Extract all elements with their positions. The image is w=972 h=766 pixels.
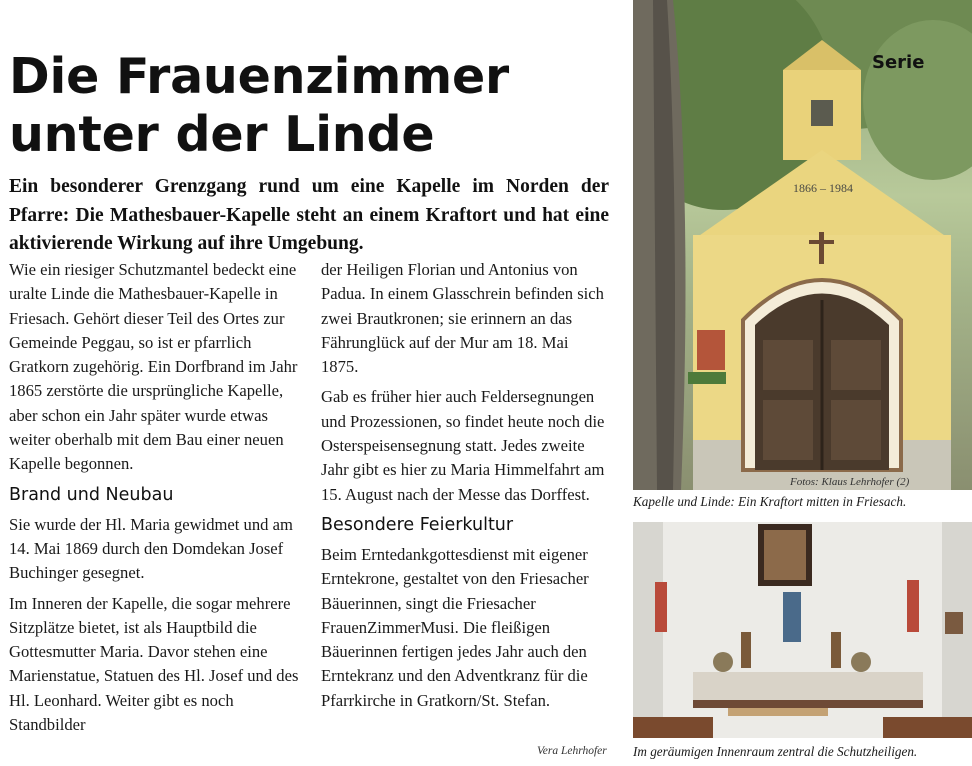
paragraph: der Heiligen Florian und Antonius von Padua. In einem Glasschrein befinden sich zwei Brautkronen; sie erinnern an das Fährunglück auf der Mur am 18. Mai 1875. bbox=[321, 260, 604, 377]
interior-photo bbox=[633, 522, 972, 738]
series-label: Serie bbox=[872, 52, 925, 73]
chapel-illustration bbox=[633, 0, 972, 490]
interior-illustration bbox=[633, 522, 972, 738]
paragraph: Sie wurde der Hl. Maria gewidmet und am 14. Mai 1869 durch den Domdekan Josef Buchinger gesegnet. bbox=[9, 514, 293, 583]
title-line-2: unter der Linde bbox=[9, 106, 435, 163]
text-column-1 bbox=[9, 258, 299, 743]
chapel-photo bbox=[633, 0, 972, 490]
author-byline: Vera Lehrhofer bbox=[537, 745, 607, 757]
photo-credit: Fotos: Klaus Lehrhofer (2) bbox=[790, 476, 910, 488]
article-title bbox=[9, 48, 629, 164]
photo-caption-1: Kapelle und Linde: Ein Kraftort mitten in Friesach. bbox=[633, 494, 907, 509]
subheading-besondere-feierkultur: Besondere Feierkultur bbox=[321, 514, 514, 535]
paragraph: Gab es früher hier auch Feldersegnungen und Prozessionen, so findet heute noch die Osterspeisensegnung statt. Jedes zweite Jahr gibt es hier zu Maria Himmelfahrt am 15. August nach der Messe das Dorffest. bbox=[321, 387, 605, 504]
title-line-1: Die Frauenzimmer bbox=[9, 48, 509, 105]
paragraph: Wie ein riesiger Schutzmantel bedeckt eine uralte Linde die Mathesbauer-Kapelle in Friesach. Gehört dieser Teil des Ortes zur Gemeinde Peggau, so ist er pfarrlich Gratkorn zugehörig. Ein Dorfbrand im Jahr 1865 zerstörte die ursprüngliche Kapelle, aber schon ein Jahr später wurde etwas weiter oberhalb mit dem Bau einer neuen Kapelle begonnen. bbox=[9, 260, 298, 474]
chapel-date-text: 1866 – 1984 bbox=[793, 181, 853, 195]
article-lead: Ein besonderer Grenzgang rund um eine Kapelle im Norden der Pfarre: Die Mathesbauer-Kapelle steht an einem Kraftort und hat eine aktivierende Wirkung auf ihre Umgebung. bbox=[9, 176, 609, 254]
paragraph: Im Inneren der Kapelle, die sogar mehrere Sitzplätze bietet, ist als Hauptbild die Gottesmutter Maria. Davor stehen eine Marienstatue, Statuen des Hl. Josef und des Hl. Leonhard. Weiter gibt es noch Standbilder bbox=[9, 593, 299, 735]
text-column-2 bbox=[321, 258, 606, 719]
subheading-brand-und-neubau: Brand und Neubau bbox=[9, 484, 174, 505]
paragraph: Beim Erntedankgottesdienst mit eigener Erntekrone, gestaltet von den Friesacher Bäuerinnen, singt die Friesacher FrauenZimmerMusi. Die fleißigen Bäuerinnen fertigen jedes Jahr auch den Erntekranz und den Adventkranz für die Pfarrkirche in Gratkorn/St. Stefan. bbox=[321, 544, 589, 710]
photo-caption-2: Im geräumigen Innenraum zentral die Schutzheiligen. bbox=[633, 744, 918, 759]
